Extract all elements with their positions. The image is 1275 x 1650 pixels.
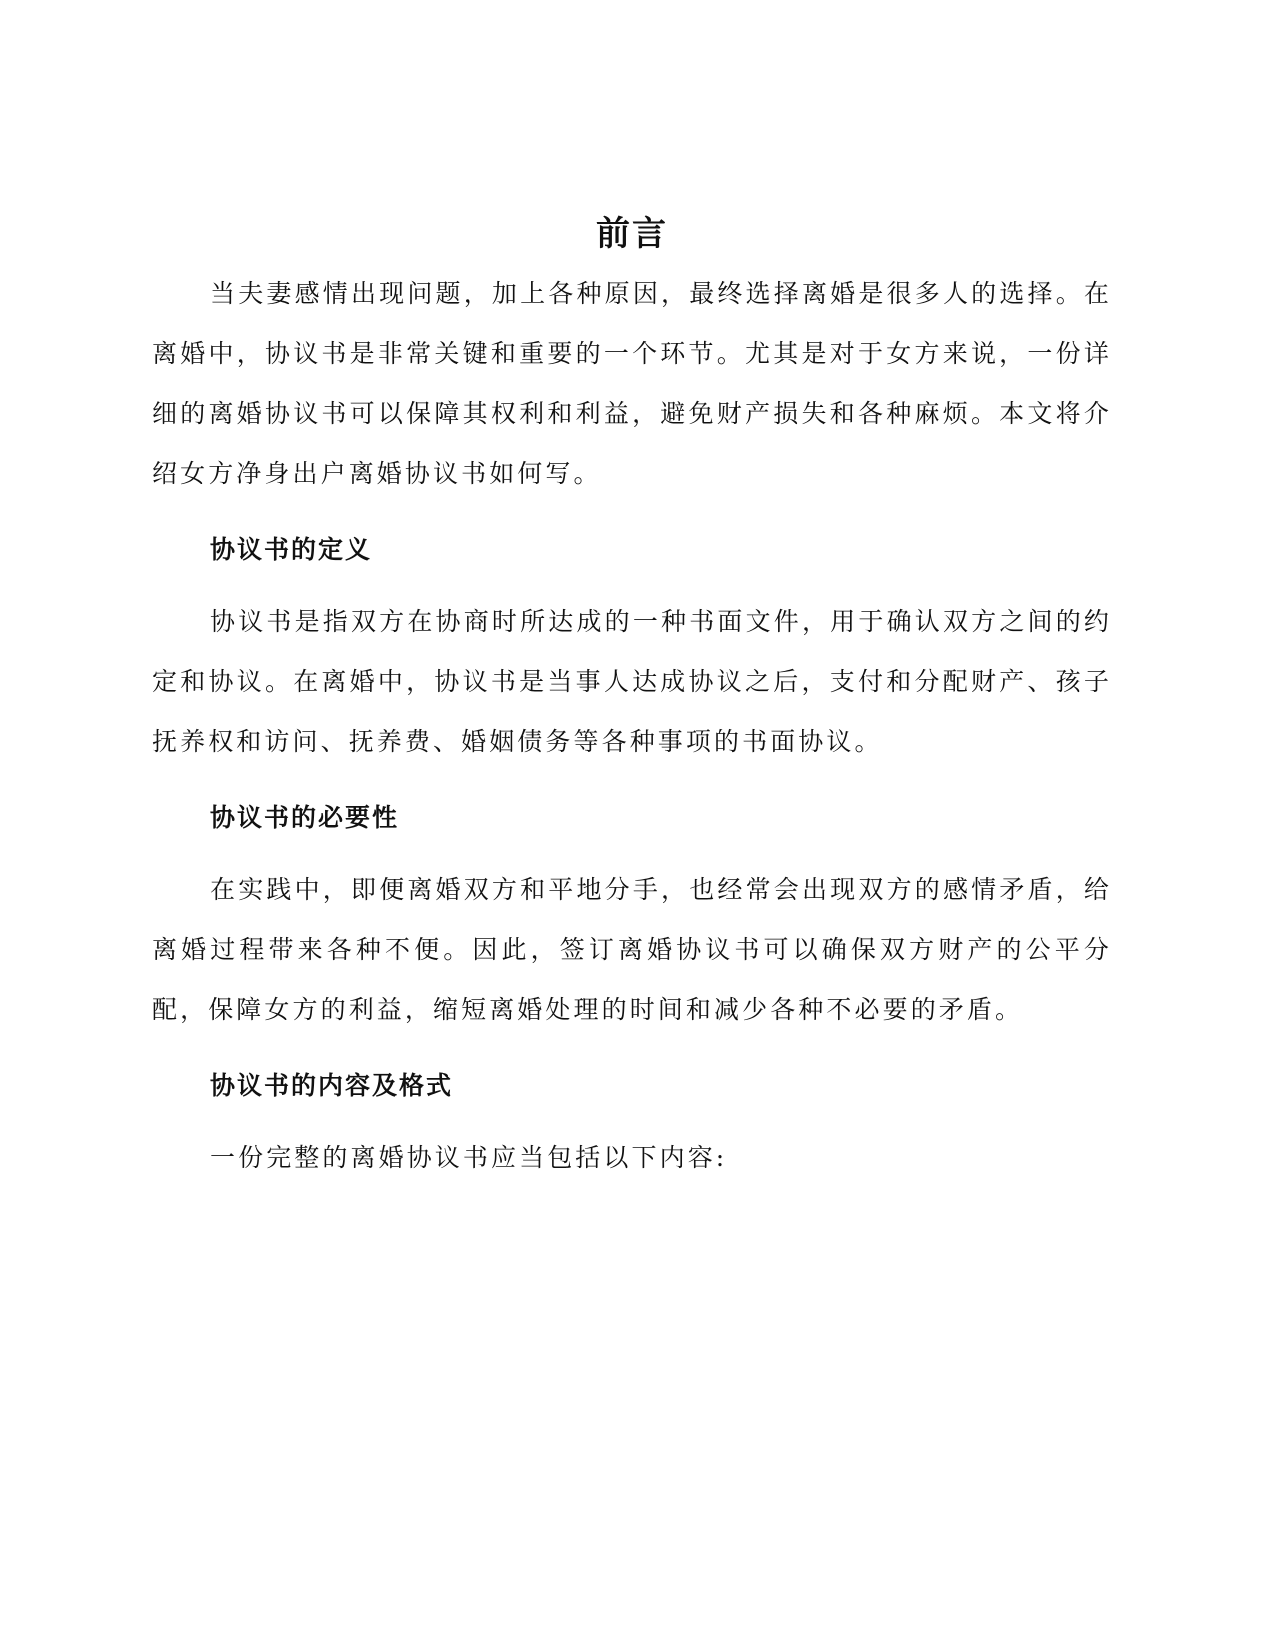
section-body-necessity: 在实践中，即便离婚双方和平地分手，也经常会出现双方的感情矛盾，给离婚过程带来各种不便。因此，签订离婚协议书可以确保双方财产的公平分配，保障女方的利益，缩短离婚处理的时间和减少各种不必要的矛盾。 (152, 875, 1112, 1024)
page-title: 前言 (596, 214, 668, 254)
section-body-definition: 协议书是指双方在协商时所达成的一种书面文件，用于确认双方之间的约定和协议。在离婚中，协议书是当事人达成协议之后，支付和分配财产、孩子抚养权和访问、抚养费、婚姻债务等各种事项的书面协议。 (152, 607, 1112, 756)
section-heading-content-format: 协议书的内容及格式 (210, 1071, 454, 1100)
document-content (152, 212, 1112, 1188)
section-heading-definition: 协议书的定义 (210, 535, 373, 564)
intro-paragraph: 当夫妻感情出现问题，加上各种原因，最终选择离婚是很多人的选择。在离婚中，协议书是非常关键和重要的一个环节。尤其是对于女方来说，一份详细的离婚协议书可以保障其权利和利益，避免财产损失和各种麻烦。本文将介绍女方净身出户离婚协议书如何写。 (152, 279, 1112, 488)
section-body-content-format: 一份完整的离婚协议书应当包括以下内容: (210, 1143, 728, 1172)
section-heading-necessity: 协议书的必要性 (210, 803, 400, 832)
